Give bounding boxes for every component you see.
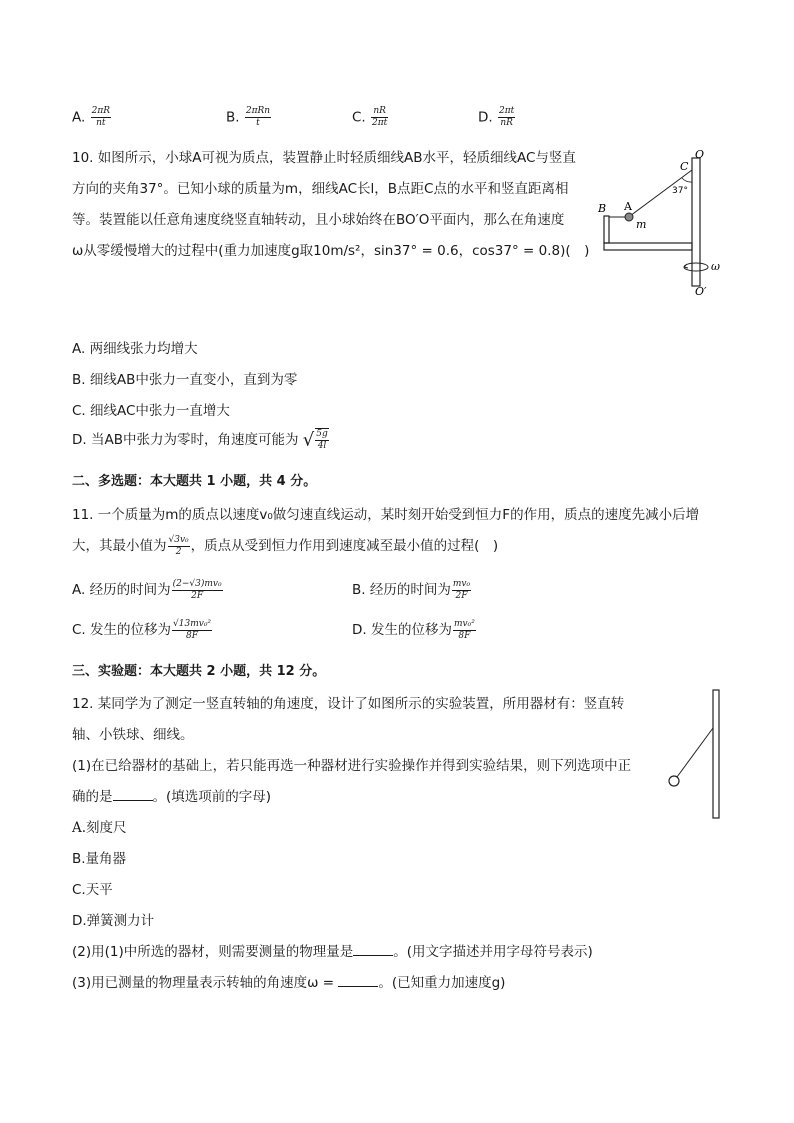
- q12-option-a: A.刻度尺: [72, 820, 127, 836]
- label-omega: ω: [711, 260, 720, 273]
- answer-blank-2[interactable]: [353, 943, 393, 956]
- answer-blank-3[interactable]: [338, 974, 378, 987]
- iron-ball: [669, 776, 679, 786]
- sqrt-icon: √: [302, 429, 315, 451]
- q10-line-1: 10. 如图所示，小球A可视为质点，装置静止时轻质细线AB水平，轻质细线AC与竖直: [72, 150, 576, 166]
- thread: [677, 728, 713, 777]
- option-fraction: $\frac{\text{mv₀²}}{8F}$: [453, 618, 475, 641]
- option-fraction: $\frac{\text{(2−√3)mv₀}}{2F}$: [172, 578, 222, 601]
- q12-line-5: [72, 940, 593, 960]
- q9-option-d: [478, 106, 516, 129]
- q10-line-3: 等。装置能以任意角速度绕竖直轴转动，且小球始终在BO′O平面内，那么在角速度: [72, 212, 565, 228]
- option-text: D. 当AB中张力为零时，角速度可能为: [72, 432, 299, 448]
- q12-line-2: 轴、小铁球、细线。: [72, 727, 194, 743]
- option-text: D. 发生的位移为: [352, 622, 452, 638]
- option-text: C. 发生的位移为: [72, 622, 172, 638]
- option-label: C.: [352, 109, 366, 126]
- label-m: m: [636, 218, 647, 231]
- q10-option-b: B. 细线AB中张力一直变小，直到为零: [72, 372, 298, 388]
- label-angle: 37°: [672, 186, 688, 196]
- q10-figure: [596, 148, 726, 298]
- q12-line-6-pre: (3)用已测量的物理量表示转轴的角速度ω =: [72, 975, 335, 991]
- option-fraction: $\frac{nR}{2\pi t}$: [372, 106, 388, 128]
- rotation-arrow-icon: [684, 263, 708, 271]
- q10-option-a: A. 两细线张力均增大: [72, 341, 198, 357]
- vertical-shaft: [692, 158, 700, 286]
- option-fraction: $\frac{2\pi t}{nR}$: [498, 106, 515, 128]
- q12-line-3: (1)在已给器材的基础上，若只能再选一种器材进行实验操作并得到实验结果，则下列选项中正: [72, 758, 632, 774]
- vertical-shaft: [713, 690, 719, 818]
- label-a: A: [624, 200, 632, 213]
- option-fraction: $\frac{\text{√13mv₀²}}{8F}$: [173, 618, 212, 641]
- q9-option-a: [72, 106, 112, 129]
- q11-min-speed-fraction: $\frac{\text{√3v₀}}{2}$: [168, 534, 189, 557]
- q11-option-b: [352, 578, 472, 602]
- option-label: D.: [478, 109, 493, 126]
- q12-line-5-pre: (2)用(1)中所选的器材，则需要测量的物理量是: [72, 944, 354, 960]
- answer-blank-1[interactable]: [113, 788, 153, 801]
- q12-option-c: C.天平: [72, 882, 113, 898]
- q12-option-b: B.量角器: [72, 851, 127, 867]
- section-3-title: 三、实验题：本大题共 2 小题，共 12 分。: [72, 664, 326, 679]
- q9-option-c: [352, 106, 389, 129]
- option-text: A. 经历的时间为: [72, 582, 171, 598]
- q11-line-2-post: ，质点从受到恒力作用到速度减至最小值的过程( ): [190, 538, 499, 554]
- label-c: C: [680, 160, 689, 173]
- q10-option-c: C. 细线AC中张力一直增大: [72, 403, 230, 419]
- q9-option-b: [226, 106, 272, 129]
- q12-line-6: [72, 971, 505, 991]
- label-o-prime: O′: [695, 285, 707, 298]
- section-2-title: 二、多选题：本大题共 1 小题，共 4 分。: [72, 474, 317, 489]
- q11-option-a: [72, 578, 224, 602]
- option-fraction: $\frac{\text{mv₀}}{2F}$: [452, 578, 471, 601]
- angle-arc: [682, 178, 692, 182]
- q11-line-1: 11. 一个质量为m的质点以速度v₀做匀速直线运动，某时刻开始受到恒力F的作用，质点的速度先减小后增: [72, 507, 700, 523]
- q12-line-6-post: 。(已知重力加速度g): [378, 975, 506, 991]
- option-label: B.: [226, 109, 240, 126]
- q10-line-4: ω从零缓慢增大的过程中(重力加速度g取10m/s²，sin37° = 0.6，cos37° = 0.8)( ): [72, 243, 590, 259]
- q12-line-4-post: 。(填选项前的字母): [152, 789, 272, 805]
- q12-line-1: 12. 某同学为了测定一竖直转轴的角速度，设计了如图所示的实验装置，所用器材有：竖直转: [72, 696, 625, 712]
- q12-figure: [660, 688, 730, 823]
- label-b: B: [598, 202, 607, 215]
- option-fraction: $\frac{2\pi R}{nt}$: [91, 106, 111, 128]
- option-fraction: $\frac{\text{2πRn}}{t}$: [245, 106, 271, 128]
- option-fraction: $\frac{5g}{4l}$: [316, 429, 328, 451]
- label-o: O: [695, 148, 705, 161]
- q11-line-2-pre: 大，其最小值为: [72, 538, 167, 554]
- option-label: A.: [72, 109, 86, 126]
- q11-option-d: [352, 618, 477, 642]
- q10-line-2: 方向的夹角37°。已知小球的质量为m，细线AC长l，B点距C点的水平和竖直距离相: [72, 181, 569, 197]
- q11-line-2: [72, 534, 498, 558]
- option-text: B. 经历的时间为: [352, 582, 451, 598]
- ball-a: [625, 213, 633, 221]
- horizontal-arm: [604, 243, 692, 250]
- q12-line-5-post: 。(用文字描述并用字母符号表示): [393, 944, 593, 960]
- q12-line-4-pre: 确的是: [72, 789, 113, 805]
- post-b: [604, 216, 609, 243]
- q11-option-c: [72, 618, 213, 642]
- q12-line-4: [72, 785, 271, 805]
- q12-option-d: D.弹簧测力计: [72, 913, 155, 929]
- q10-option-d: [72, 428, 330, 452]
